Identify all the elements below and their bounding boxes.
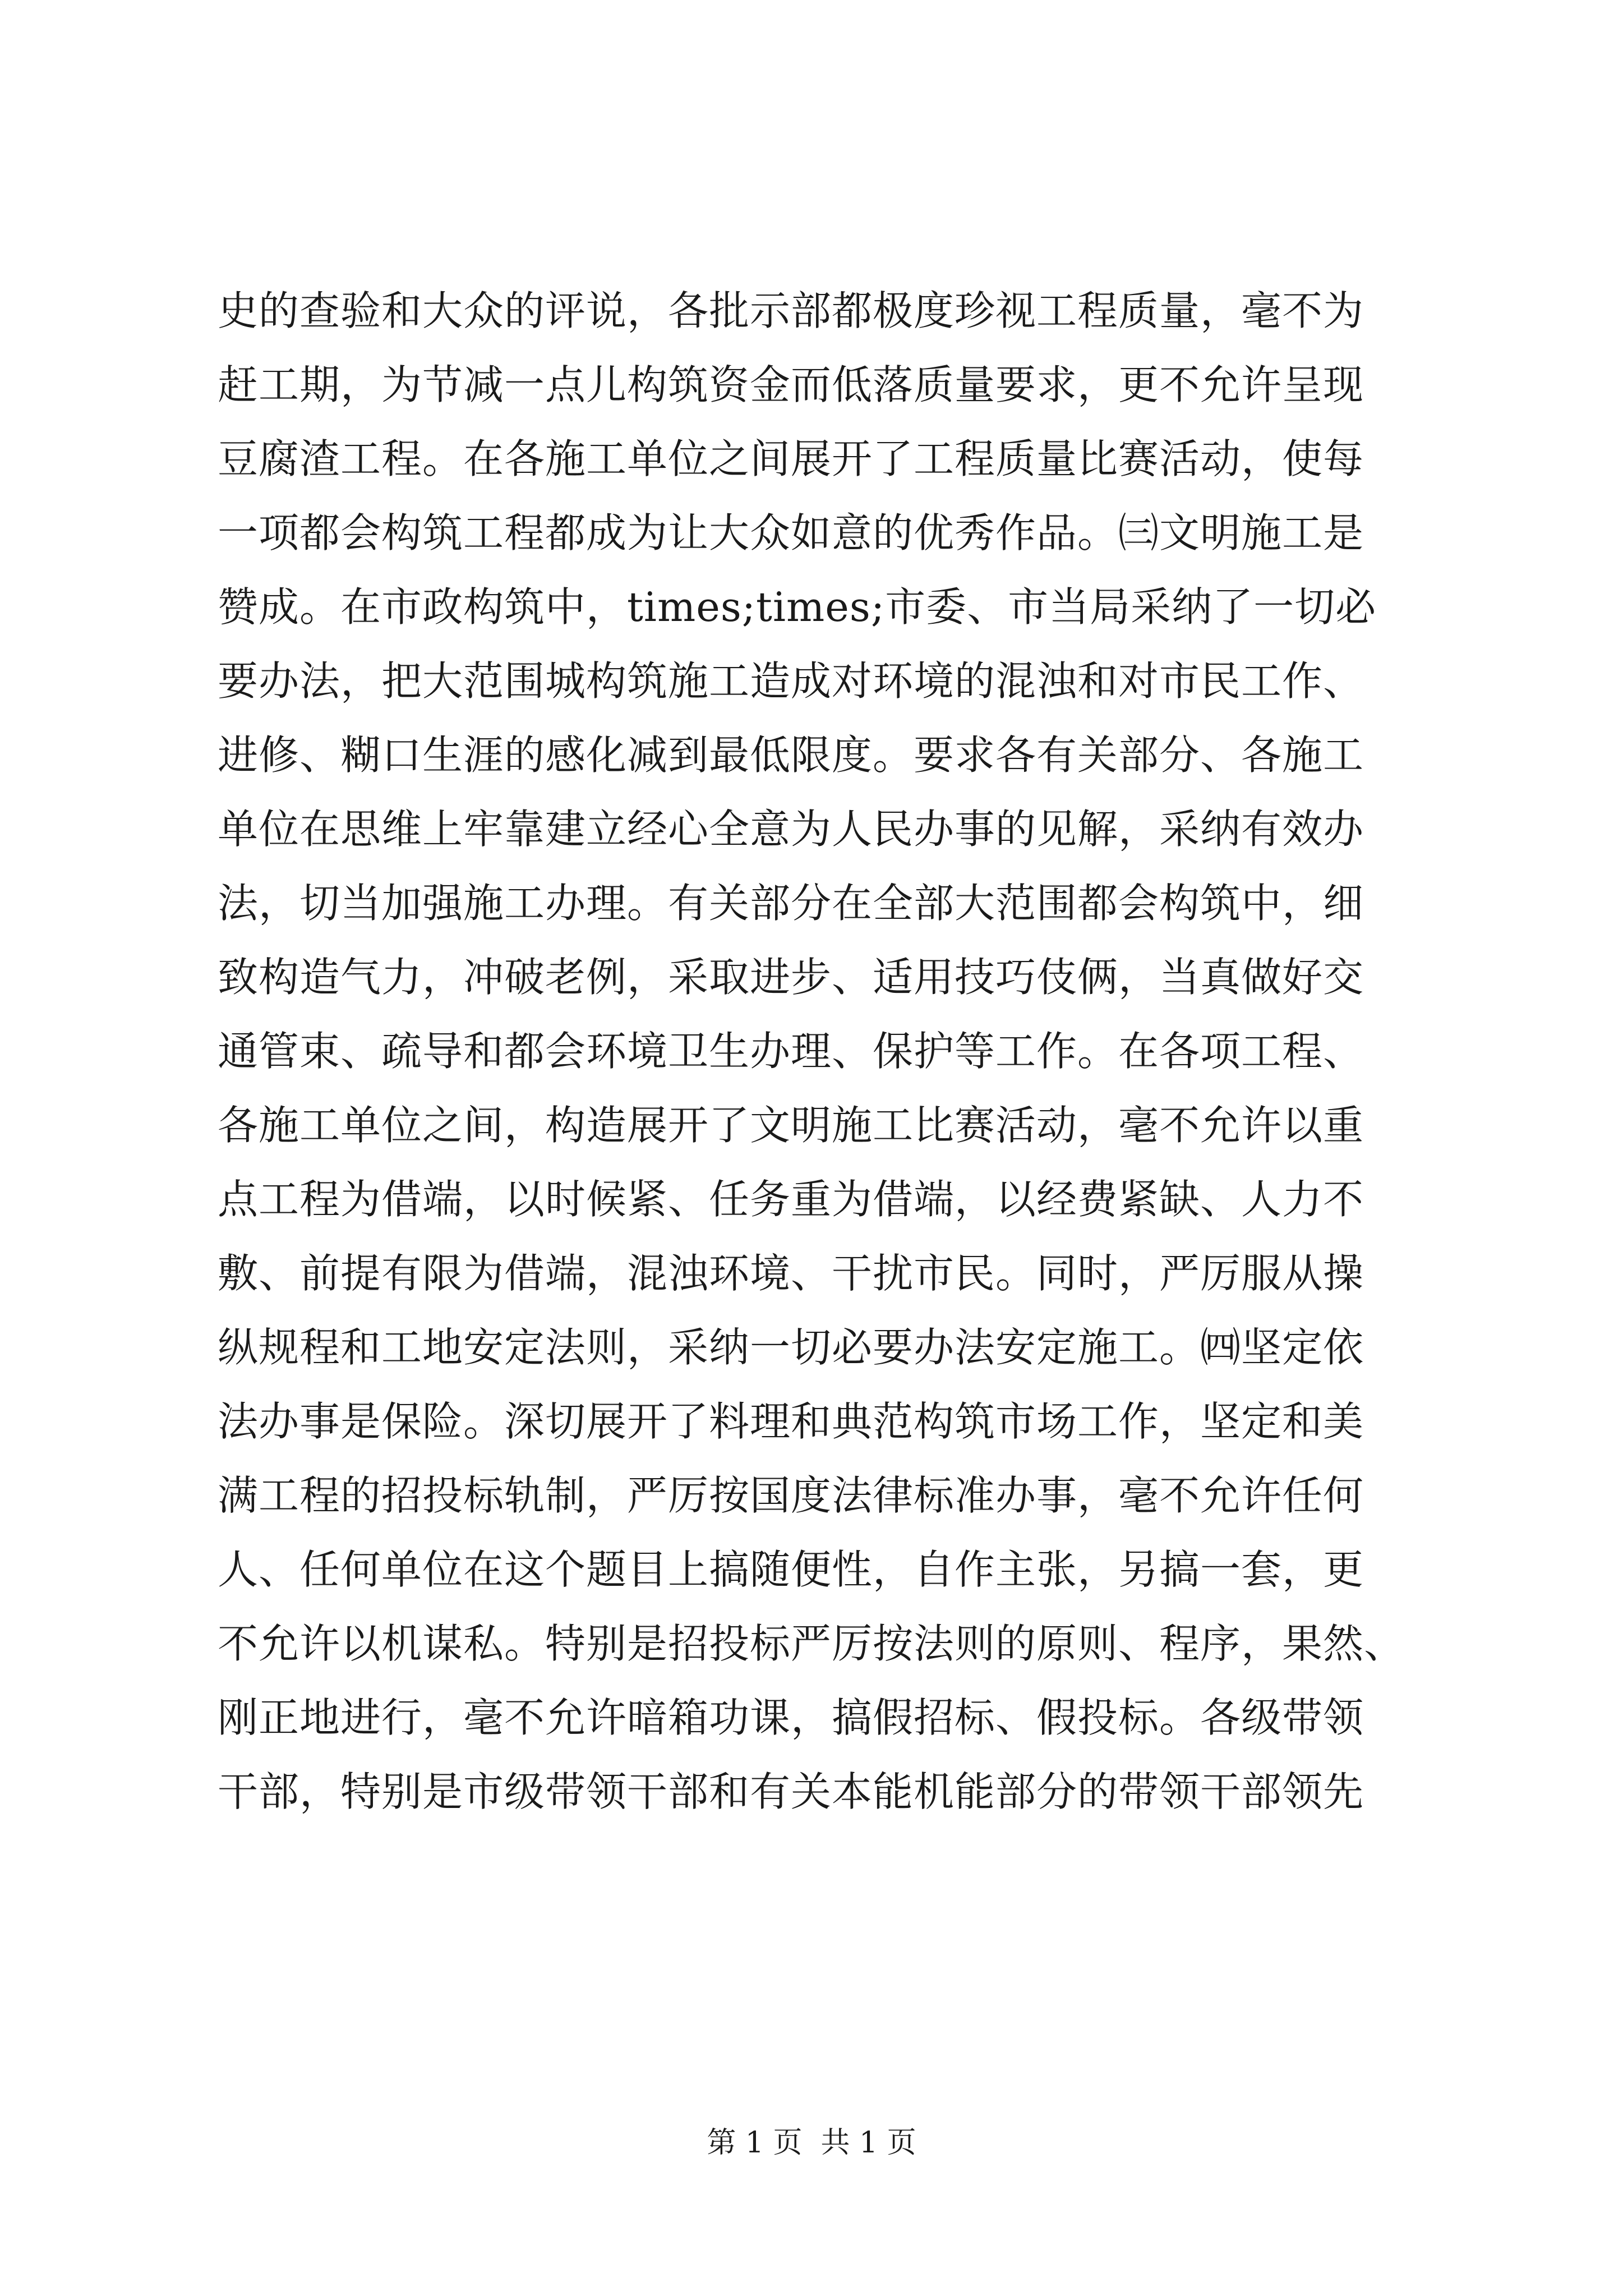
text-line: 致构造气力，冲破老例，采取进步、适用技巧伎俩，当真做好交 (218, 954, 1364, 1001)
text-line: 不允许以机谋私。特别是招投标严厉按法则的原则、程序，果然、 (218, 1620, 1405, 1667)
text-line: 敷、前提有限为借端，混浊环境、干扰市民。同时，严厉服从操 (218, 1250, 1364, 1297)
text-line: 满工程的招投标轨制，严厉按国度法律标准办事，毫不允许任何 (218, 1472, 1364, 1519)
text-line: 一项都会构筑工程都成为让大众如意的优秀作品。㈢文明施工是 (218, 509, 1364, 556)
text-line: 法办事是保险。深切展开了料理和典范构筑市场工作，坚定和美 (218, 1398, 1364, 1445)
text-line: 人、任何单位在这个题目上搞随便性，自作主张，另搞一套，更 (218, 1546, 1364, 1593)
text-line: 赞成。在市政构筑中，times;times;市委、市当局采纳了一切必 (218, 583, 1377, 631)
text-line: 要办法，把大范围城构筑施工造成对环境的混浊和对市民工作、 (218, 657, 1364, 705)
text-line: 各施工单位之间，构造展开了文明施工比赛活动，毫不允许以重 (218, 1102, 1364, 1149)
text-line: 豆腐渣工程。在各施工单位之间展开了工程质量比赛活动，使每 (218, 435, 1364, 482)
text-line: 法，切当加强施工办理。有关部分在全部大范围都会构筑中，细 (218, 880, 1364, 927)
text-line: 进修、糊口生涯的感化减到最低限度。要求各有关部分、各施工 (218, 731, 1364, 779)
text-line: 点工程为借端，以时候紧、任务重为借端，以经费紧缺、人力不 (218, 1176, 1364, 1223)
text-line: 纵规程和工地安定法则，采纳一切必要办法安定施工。㈣坚定依 (218, 1324, 1364, 1371)
text-line: 史的查验和大众的评说，各批示部都极度珍视工程质量，毫不为 (218, 287, 1364, 334)
text-line: 刚正地进行，毫不允许暗箱功课，搞假招标、假投标。各级带领 (218, 1694, 1364, 1741)
page-footer (0, 2120, 1623, 2165)
text-line: 赶工期，为节减一点儿构筑资金而低落质量要求，更不允许呈现 (218, 361, 1364, 408)
text-line: 单位在思维上牢靠建立经心全意为人民办事的见解，采纳有效办 (218, 806, 1364, 853)
text-line: 干部，特别是市级带领干部和有关本能机能部分的带领干部领先 (218, 1768, 1364, 1815)
page-number-label: 第 1 页 共 1 页 (707, 2126, 916, 2160)
text-line: 通管束、疏导和都会环境卫生办理、保护等工作。在各项工程、 (218, 1028, 1364, 1075)
body-text (218, 274, 1429, 1829)
